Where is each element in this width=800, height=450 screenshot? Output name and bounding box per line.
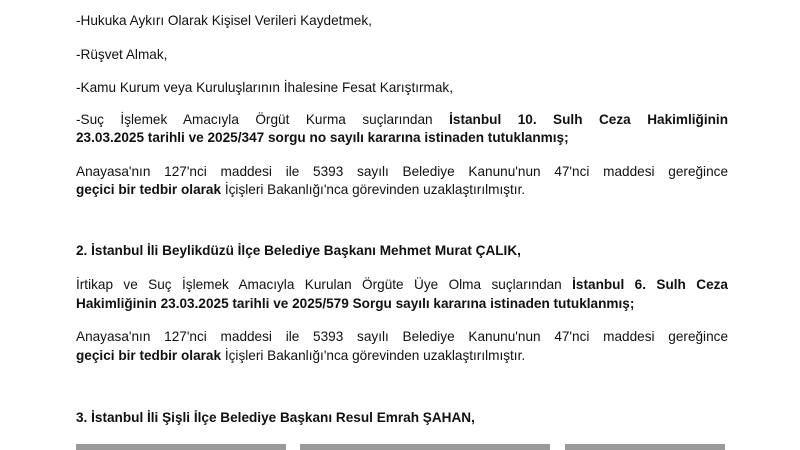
detention-line [76,111,728,128]
mayor-heading: 2. İstanbul İli Beylikdüzü İlçe Belediye Başkanı Mehmet Murat ÇALIK, [76,243,521,258]
section-heading [76,409,728,426]
law-text: Anayasa'nın 127'nci maddesi ile 5393 sayılı Belediye Kanunu'nun 47'nci maddesi gereğince [76,329,728,344]
measure-text: geçici bir tedbir olarak [76,348,222,363]
measure-text: geçici bir tedbir olarak [76,182,222,197]
mayor-heading: 3. İstanbul İli Şişli İlçe Belediye Başkanı Resul Emrah ŞAHAN, [76,410,475,425]
charge-text: -Kamu Kurum veya Kuruluşlarının İhalesine Fesat Karıştırmak, [76,80,454,95]
cutoff-text-fragment [565,444,725,450]
removal-text: İçişleri Bakanlığı'nca görevinden uzaklaştırılmıştır. [224,182,526,197]
court-decision: 23.03.2025 tarihli ve 2025/347 sorgu no sayılı kararına istinaden tutuklanmış; [76,130,569,145]
court-name: İstanbul 6. Sulh Ceza [572,277,728,292]
removal-text: İçişleri Bakanlığı'nca görevinden uzaklaştırılmıştır. [224,348,526,363]
court-name: İstanbul 10. Sulh Ceza Hakimliğinin [449,112,729,127]
law-line [76,347,728,364]
law-line [76,181,728,198]
cutoff-text-fragment [300,444,550,450]
law-line [76,163,728,180]
detention-line [76,295,728,312]
charge-text: -Rüşvet Almak, [76,47,168,62]
cutoff-text-fragment [76,444,286,450]
charge-item [76,79,728,96]
court-decision: Hakimliğinin 23.03.2025 tarihli ve 2025/579 Sorgu sayılı kararına istinaden tutuklanmış; [76,296,635,311]
detention-text: -Suç İşlemek Amacıyla Örgüt Kurma suçlarından [76,112,433,127]
detention-line [76,129,728,146]
charge-item [76,46,728,63]
section-heading [76,242,728,259]
law-text: Anayasa'nın 127'nci maddesi ile 5393 sayılı Belediye Kanunu'nun 47'nci maddesi gereğince [76,164,728,179]
detention-text: İrtikap ve Suç İşlemek Amacıyla Kurulan Örgüte Üye Olma suçlarından [76,277,562,292]
law-line [76,328,728,345]
charge-item [76,12,728,29]
charge-text: -Hukuka Aykırı Olarak Kişisel Verileri Kaydetmek, [76,13,372,28]
detention-line [76,276,728,293]
